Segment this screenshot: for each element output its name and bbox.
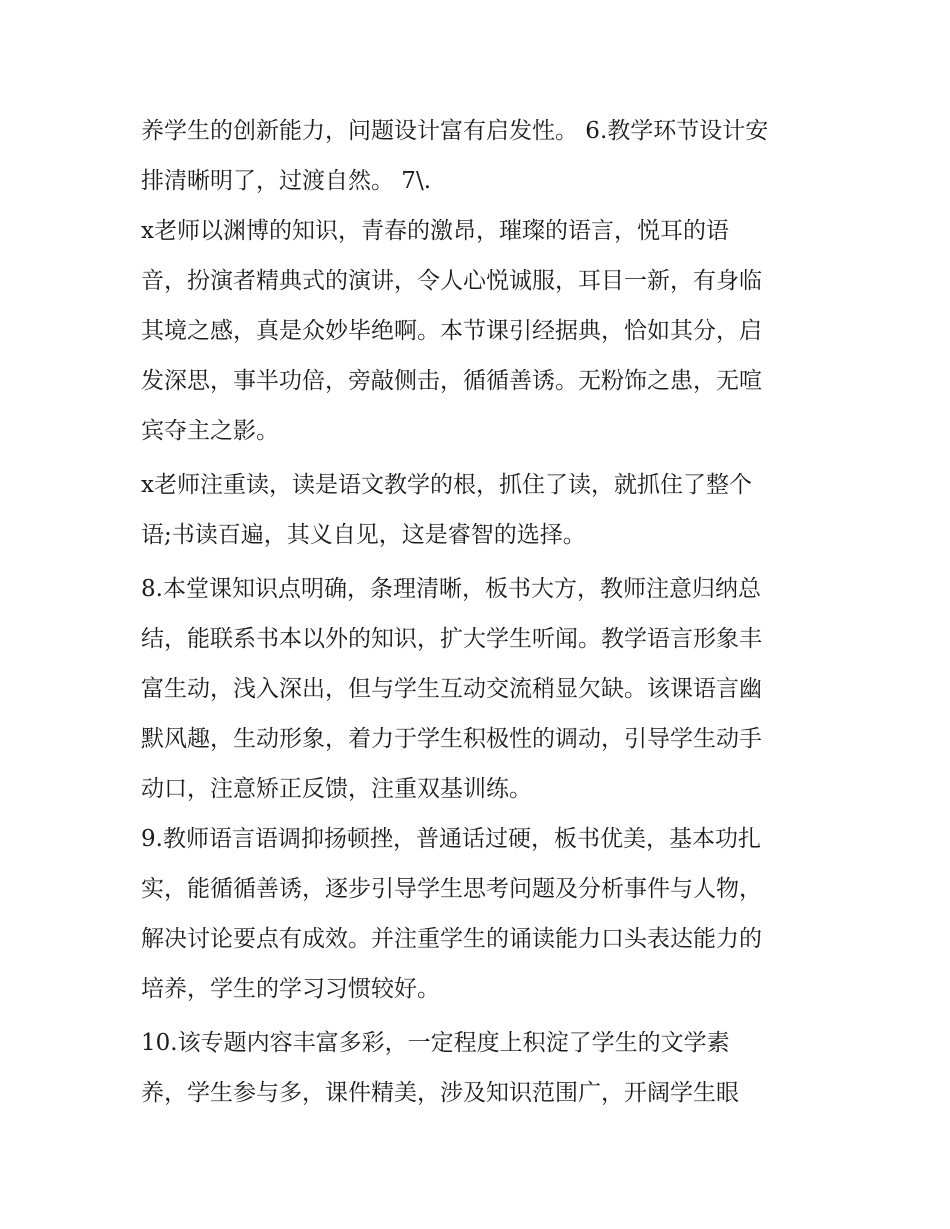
text-line: 排清晰明了，过渡自然。 7\.: [141, 168, 432, 194]
text-line: 动口，注意矫正反馈，注重双基训练。: [141, 776, 532, 802]
text-line: 富生动，浅入深出，但与学生互动交流稍显欠缺。该课语言幽: [141, 676, 762, 702]
text-line: 培养，学生的学习习惯较好。: [141, 976, 440, 1002]
text-line: 养学生的创新能力，问题设计富有启发性。 6.教学环节设计安: [141, 118, 769, 144]
text-line: 养，学生参与多，课件精美，涉及知识范围广，开阔学生眼: [141, 1080, 739, 1106]
text-line: 宾夺主之影。: [141, 418, 279, 444]
text-line: 音，扮演者精典式的演讲，令人心悦诚服，耳目一新，有身临: [141, 268, 762, 294]
text-line: 发深思，事半功倍，旁敲侧击，循循善诱。无粉饰之患，无喧: [141, 368, 762, 394]
text-line: 其境之感，真是众妙毕绝啊。本节课引经据典，恰如其分，启: [141, 318, 762, 344]
text-line: 10.该专题内容丰富多彩，一定程度上积淀了学生的文学素: [141, 1030, 730, 1056]
text-line: 结，能联系书本以外的知识，扩大学生听闻。教学语言形象丰: [141, 626, 762, 652]
text-line: 实，能循循善诱，逐步引导学生思考问题及分析事件与人物，: [141, 876, 762, 902]
text-line: x老师以渊博的知识，青春的激昂，璀璨的语言，悦耳的语: [141, 218, 729, 244]
text-line: 语;书读百遍，其义自见，这是睿智的选择。: [141, 522, 586, 548]
text-line: 默风趣，生动形象，着力于学生积极性的调动，引导学生动手: [141, 726, 762, 752]
text-line: 解决讨论要点有成效。并注重学生的诵读能力口头表达能力的: [141, 926, 762, 952]
text-line: 8.本堂课知识点明确，条理清晰，板书大方，教师注意归纳总: [141, 576, 761, 602]
text-line: 9.教师语言语调抑扬顿挫，普通话过硬，板书优美，基本功扎: [141, 826, 761, 852]
text-line: x老师注重读，读是语文教学的根，抓住了读，就抓住了整个: [141, 472, 752, 498]
